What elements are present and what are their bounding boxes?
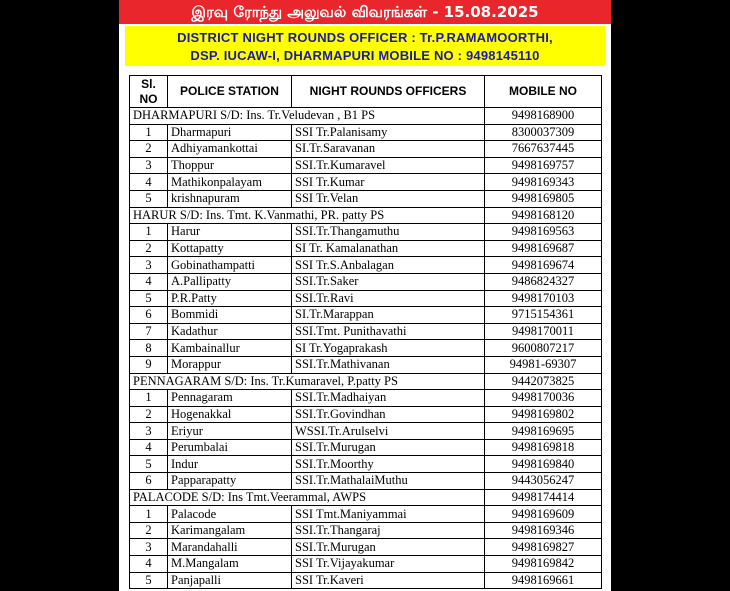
police-station-cell: Perumbalai <box>168 439 292 456</box>
sl-no-cell: 2 <box>130 141 168 158</box>
table-row <box>130 124 602 141</box>
table-row <box>130 439 602 456</box>
mobile-cell: 9498170036 <box>485 390 602 407</box>
sl-no-cell: 3 <box>130 423 168 440</box>
police-station-cell: Dharmapuri <box>168 124 292 141</box>
mobile-cell: 9498169805 <box>485 190 602 207</box>
officer-cell: SSI.Tr.Madhaiyan <box>292 390 485 407</box>
officer-cell: SI.Tr.Saravanan <box>292 141 485 158</box>
sl-no-cell: 6 <box>130 473 168 490</box>
police-station-cell: Eriyur <box>168 423 292 440</box>
officer-cell: SI Tr. Kamalanathan <box>292 240 485 257</box>
table-row <box>130 522 602 539</box>
subdivision-mobile: 9498168900 <box>485 108 602 125</box>
officer-cell: SSI.Tr.Moorthy <box>292 456 485 473</box>
subdivision-row <box>130 207 602 224</box>
night-rounds-sheet <box>119 0 611 591</box>
police-station-cell: Kottapatty <box>168 240 292 257</box>
mobile-cell: 9498169674 <box>485 257 602 274</box>
officer-cell: SSI Tr.S.Anbalagan <box>292 257 485 274</box>
police-station-cell: Karimangalam <box>168 522 292 539</box>
police-station-cell: Gobinathampatti <box>168 257 292 274</box>
table-row <box>130 539 602 556</box>
officer-cell: SSI Tr.Velan <box>292 190 485 207</box>
officer-cell: SSI Tr.Vijayakumar <box>292 556 485 573</box>
officer-cell: SSI.Tr.Murugan <box>292 539 485 556</box>
mobile-cell: 9498169563 <box>485 224 602 241</box>
sl-no-cell: 5 <box>130 190 168 207</box>
police-station-cell: Hogenakkal <box>168 406 292 423</box>
police-station-cell: Morappur <box>168 356 292 373</box>
table-body <box>130 108 602 589</box>
column-header-mobile: MOBILE NO <box>485 76 602 108</box>
night-rounds-table <box>129 75 602 589</box>
sl-no-cell: 3 <box>130 539 168 556</box>
table-row <box>130 406 602 423</box>
mobile-cell: 9715154361 <box>485 307 602 324</box>
table-row <box>130 290 602 307</box>
officer-cell: SSI.Tr.Thangaraj <box>292 522 485 539</box>
officer-cell: SSI Tmt.Maniyammai <box>292 506 485 523</box>
officer-cell: SSI.Tr.Kumaravel <box>292 157 485 174</box>
mobile-cell: 9443056247 <box>485 473 602 490</box>
mobile-cell: 9498170103 <box>485 290 602 307</box>
subdivision-title: HARUR S/D: Ins. Tmt. K.Vanmathi, PR. patty PS <box>130 207 485 224</box>
sl-no-cell: 5 <box>130 572 168 589</box>
sl-no-cell: 1 <box>130 506 168 523</box>
table-row <box>130 390 602 407</box>
mobile-cell: 9498169609 <box>485 506 602 523</box>
police-station-cell: krishnapuram <box>168 190 292 207</box>
subdivision-mobile: 9498174414 <box>485 489 602 506</box>
table-row <box>130 257 602 274</box>
police-station-cell: Papparapatty <box>168 473 292 490</box>
mobile-cell: 9498169661 <box>485 572 602 589</box>
sl-no-cell: 1 <box>130 390 168 407</box>
tamil-title-banner: இரவு ரோந்து அலுவல் விவரங்கள் - 15.08.2025 <box>119 0 611 24</box>
officer-line-2: DSP. IUCAW-I, DHARMAPURI MOBILE NO : 9498145110 <box>190 48 540 63</box>
sl-no-cell: 2 <box>130 406 168 423</box>
table-header-row <box>130 76 602 108</box>
mobile-cell: 9498169757 <box>485 157 602 174</box>
police-station-cell: Harur <box>168 224 292 241</box>
mobile-cell: 9498169818 <box>485 439 602 456</box>
column-header-sl: Sl. NO <box>130 76 168 108</box>
officer-cell: SSI.Tr.Saker <box>292 273 485 290</box>
sl-no-cell: 4 <box>130 556 168 573</box>
officer-cell: WSSI.Tr.Arulselvi <box>292 423 485 440</box>
sl-no-cell: 6 <box>130 307 168 324</box>
table-row <box>130 224 602 241</box>
police-station-cell: Thoppur <box>168 157 292 174</box>
police-station-cell: Pennagaram <box>168 390 292 407</box>
officer-cell: SI.Tr.Marappan <box>292 307 485 324</box>
table-row <box>130 323 602 340</box>
sl-no-cell: 9 <box>130 356 168 373</box>
sl-no-cell: 4 <box>130 174 168 191</box>
mobile-cell: 94981-69307 <box>485 356 602 373</box>
sl-no-cell: 1 <box>130 124 168 141</box>
table-row <box>130 157 602 174</box>
officer-cell: SSI Tr.Kaveri <box>292 572 485 589</box>
sl-no-cell: 5 <box>130 456 168 473</box>
police-station-cell: P.R.Patty <box>168 290 292 307</box>
sl-no-cell: 4 <box>130 273 168 290</box>
table-row <box>130 141 602 158</box>
officer-cell: SSI Tr.Kumar <box>292 174 485 191</box>
officer-cell: SSI.Tr.Thangamuthu <box>292 224 485 241</box>
table-row <box>130 456 602 473</box>
subdivision-title: PALACODE S/D: Ins Tmt.Veerammal, AWPS <box>130 489 485 506</box>
table-row <box>130 190 602 207</box>
mobile-cell: 8300037309 <box>485 124 602 141</box>
mobile-cell: 9498169840 <box>485 456 602 473</box>
sl-no-cell: 2 <box>130 240 168 257</box>
table-row <box>130 572 602 589</box>
sl-no-cell: 8 <box>130 340 168 357</box>
mobile-cell: 9600807217 <box>485 340 602 357</box>
officer-cell: SSI Tr.Palanisamy <box>292 124 485 141</box>
officer-line-1: DISTRICT NIGHT ROUNDS OFFICER : Tr.P.RAMAMOORTHI, <box>177 30 553 45</box>
table-row <box>130 556 602 573</box>
police-station-cell: Palacode <box>168 506 292 523</box>
table-row <box>130 174 602 191</box>
subdivision-row <box>130 108 602 125</box>
mobile-cell: 9498169687 <box>485 240 602 257</box>
subdivision-row <box>130 373 602 390</box>
sl-no-cell: 5 <box>130 290 168 307</box>
sl-no-cell: 7 <box>130 323 168 340</box>
mobile-cell: 9498169346 <box>485 522 602 539</box>
police-station-cell: Indur <box>168 456 292 473</box>
officer-cell: SSI.Tr.Govindhan <box>292 406 485 423</box>
police-station-cell: M.Mangalam <box>168 556 292 573</box>
mobile-cell: 9498169343 <box>485 174 602 191</box>
sl-no-cell: 1 <box>130 224 168 241</box>
mobile-cell: 7667637445 <box>485 141 602 158</box>
police-station-cell: Mathikonpalayam <box>168 174 292 191</box>
mobile-cell: 9498169802 <box>485 406 602 423</box>
mobile-cell: 9498169842 <box>485 556 602 573</box>
subdivision-title: PENNAGARAM S/D: Ins. Tr.Kumaravel, P.patty PS <box>130 373 485 390</box>
mobile-cell: 9498170011 <box>485 323 602 340</box>
subdivision-title: DHARMAPURI S/D: Ins. Tr.Veludevan , B1 PS <box>130 108 485 125</box>
district-officer-banner <box>125 26 605 66</box>
table-row <box>130 340 602 357</box>
sl-no-cell: 3 <box>130 157 168 174</box>
officer-cell: SSI.Tr.Murugan <box>292 439 485 456</box>
police-station-cell: A.Pallipatty <box>168 273 292 290</box>
police-station-cell: Kambainallur <box>168 340 292 357</box>
sl-no-cell: 4 <box>130 439 168 456</box>
table-row <box>130 473 602 490</box>
police-station-cell: Adhiyamankottai <box>168 141 292 158</box>
table-row <box>130 356 602 373</box>
mobile-cell: 9498169827 <box>485 539 602 556</box>
officer-cell: SI Tr.Yogaprakash <box>292 340 485 357</box>
sl-no-cell: 3 <box>130 257 168 274</box>
officer-cell: SSI.Tmt. Punithavathi <box>292 323 485 340</box>
table-row <box>130 506 602 523</box>
subdivision-mobile: 9442073825 <box>485 373 602 390</box>
table-row <box>130 307 602 324</box>
mobile-cell: 9486824327 <box>485 273 602 290</box>
police-station-cell: Marandahalli <box>168 539 292 556</box>
police-station-cell: Panjapalli <box>168 572 292 589</box>
table-row <box>130 273 602 290</box>
table-row <box>130 423 602 440</box>
column-header-station: POLICE STATION <box>168 76 292 108</box>
subdivision-row <box>130 489 602 506</box>
sl-no-cell: 2 <box>130 522 168 539</box>
officer-cell: SSI.Tr.Ravi <box>292 290 485 307</box>
officer-cell: SSI.Tr.MathalaiMuthu <box>292 473 485 490</box>
police-station-cell: Kadathur <box>168 323 292 340</box>
mobile-cell: 9498169695 <box>485 423 602 440</box>
table-row <box>130 240 602 257</box>
police-station-cell: Bommidi <box>168 307 292 324</box>
subdivision-mobile: 9498168120 <box>485 207 602 224</box>
column-header-officers: NIGHT ROUNDS OFFICERS <box>292 76 485 108</box>
officer-cell: SSI.Tr.Mathivanan <box>292 356 485 373</box>
